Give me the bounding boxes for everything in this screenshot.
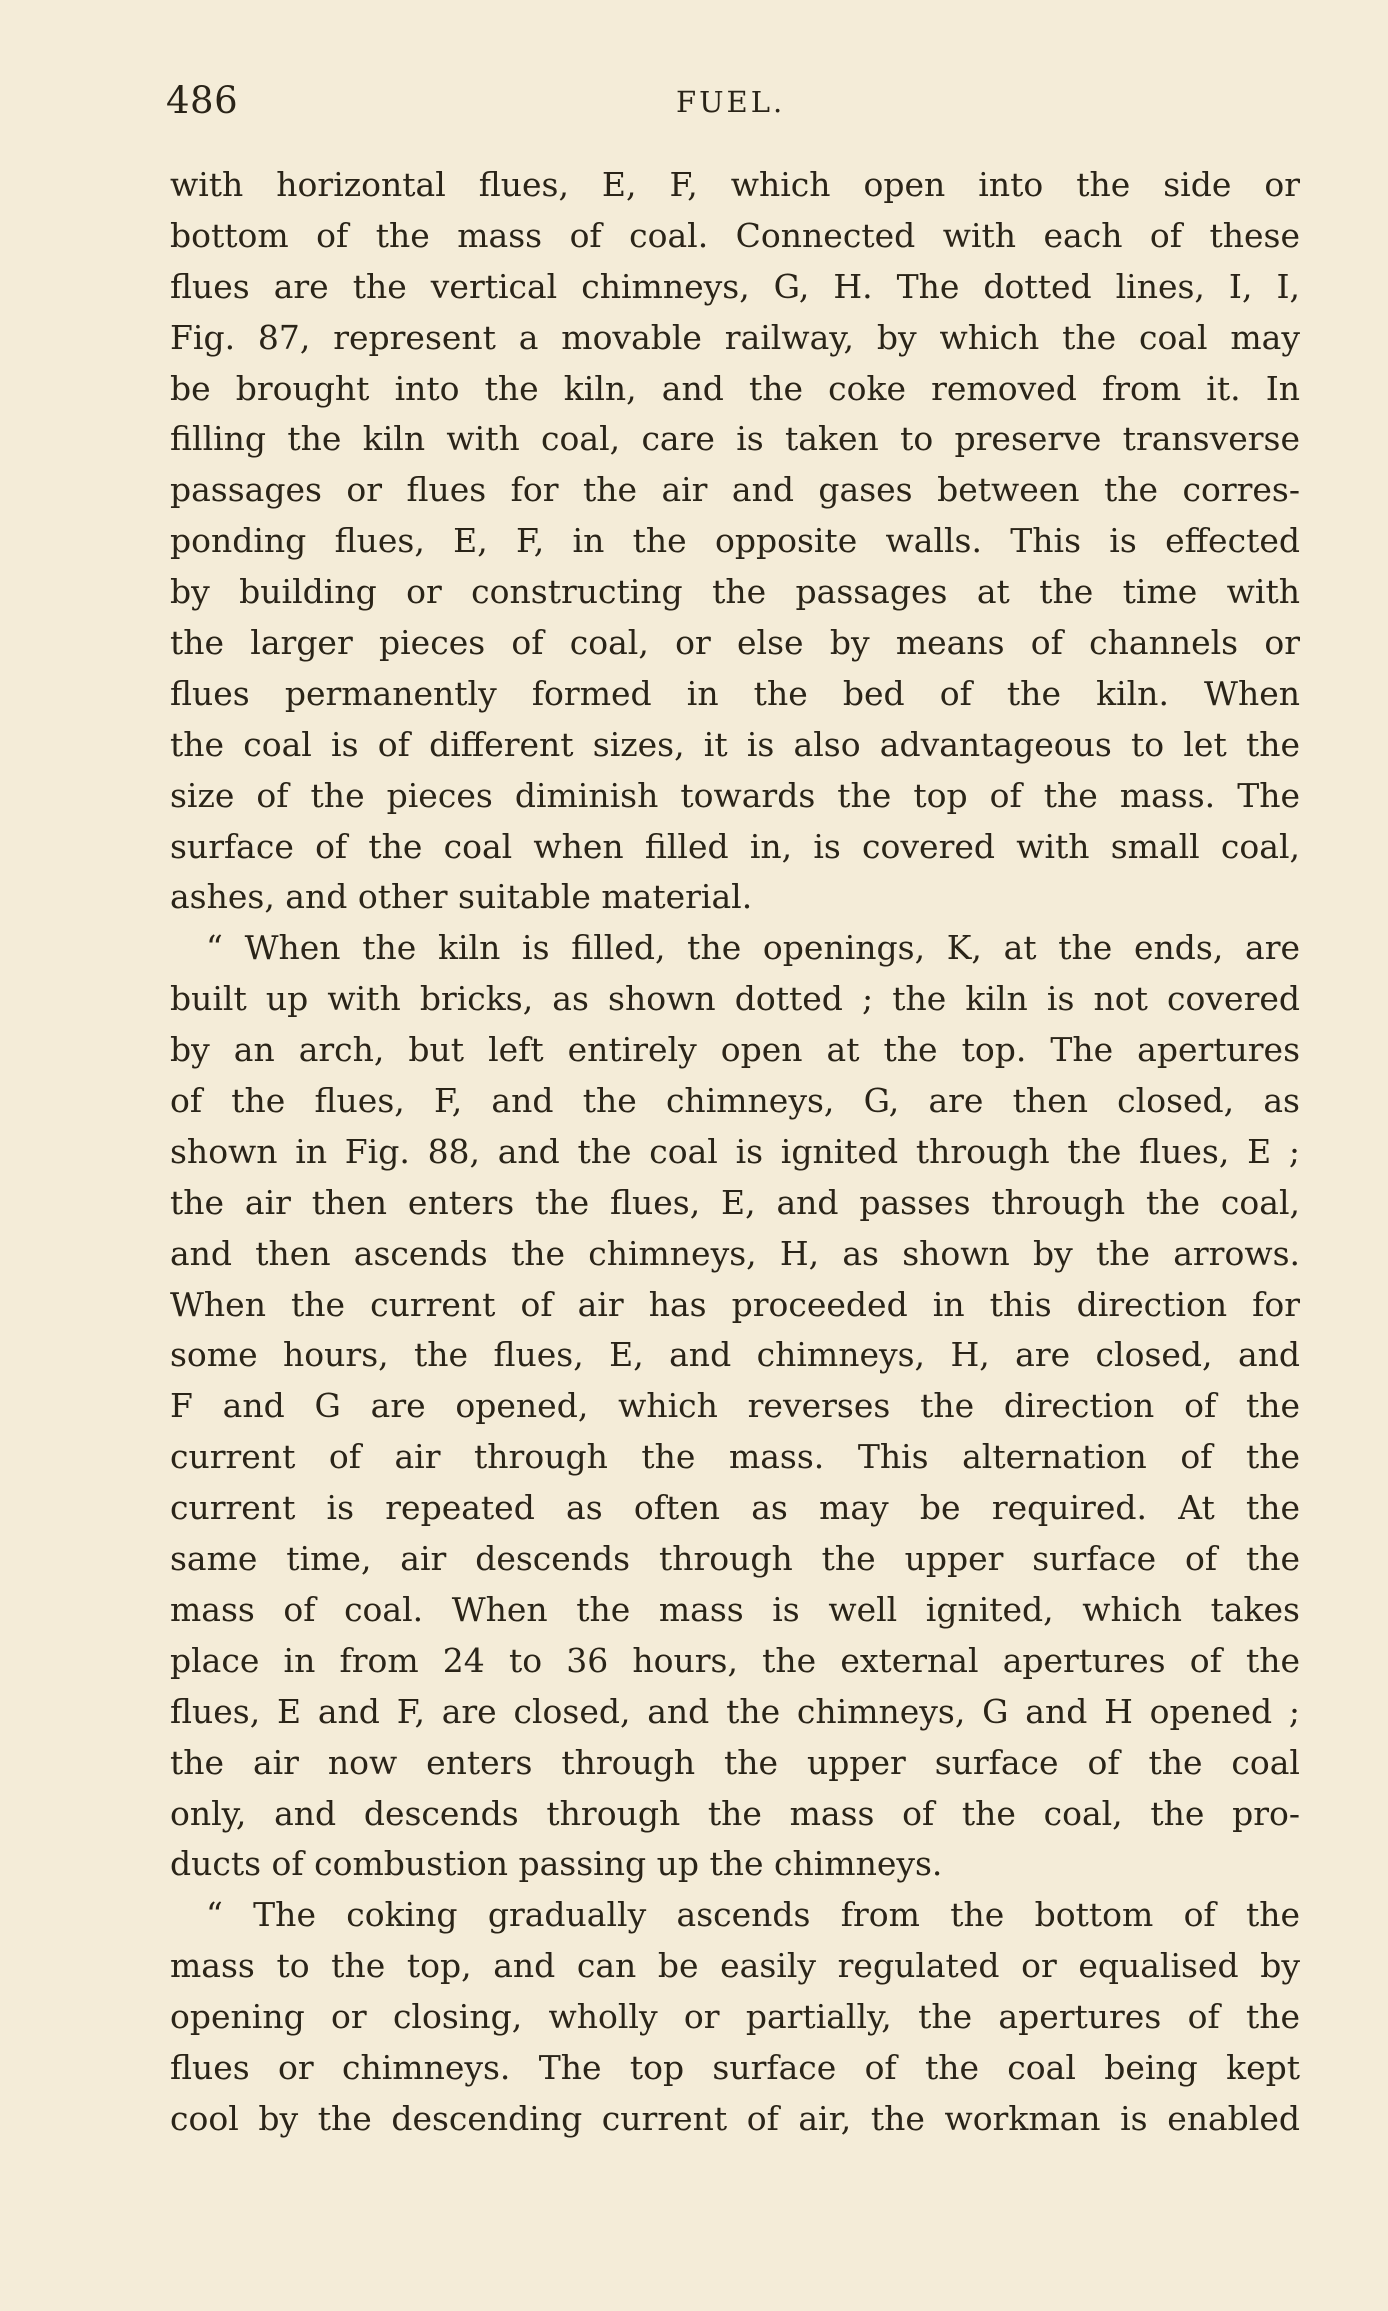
text-line: same time, air descends through the upper surface of the (170, 1539, 1300, 1579)
text-line: When the current of air has proceeded in this direction for (170, 1284, 1300, 1324)
text-line: ducts of combustion passing up the chimneys. (170, 1844, 943, 1884)
text-line: shown in Fig. 88, and the coal is ignited through the flues, E ; (170, 1131, 1300, 1171)
text-line: flues, E and F, are closed, and the chimneys, G and H opened ; (170, 1691, 1300, 1731)
text-line: passages or flues for the air and gases between the corres- (170, 470, 1300, 510)
text-line: current is repeated as often as may be required. At the (170, 1488, 1300, 1528)
text-line: mass to the top, and can be easily regulated or equalised by (170, 1946, 1300, 1986)
text-line: ponding flues, E, F, in the opposite walls. This is effected (170, 521, 1300, 561)
body-text (170, 160, 1300, 2145)
text-line: bottom of the mass of coal. Connected with each of these (170, 215, 1300, 255)
text-line: cool by the descending current of air, the workman is enabled (170, 2098, 1300, 2138)
text-line: flues are the vertical chimneys, G, H. The dotted lines, I, I, (170, 266, 1300, 306)
text-line: the larger pieces of coal, or else by means of channels or (170, 623, 1300, 663)
text-line: by an arch, but left entirely open at the top. The apertures (170, 1030, 1300, 1070)
text-line: the coal is of different sizes, it is also advantageous to let the (170, 724, 1300, 764)
text-line: built up with bricks, as shown dotted ; the kiln is not covered (170, 979, 1300, 1019)
text-line: ashes, and other suitable material. (170, 877, 753, 917)
text-line: filling the kiln with coal, care is taken to preserve transverse (170, 419, 1300, 459)
text-line: and then ascends the chimneys, H, as shown by the arrows. (170, 1233, 1300, 1273)
text-line: some hours, the flues, E, and chimneys, H, are closed, and (170, 1335, 1300, 1375)
text-line: current of air through the mass. This alternation of the (170, 1437, 1300, 1477)
running-head: FUEL. (676, 85, 786, 119)
text-line: by building or constructing the passages at the time with (170, 572, 1300, 612)
text-line: “ The coking gradually ascends from the bottom of the (206, 1895, 1300, 1935)
text-line: “ When the kiln is filled, the openings, K, at the ends, are (206, 928, 1300, 968)
page-number: 486 (166, 79, 239, 122)
text-line: place in from 24 to 36 hours, the external apertures of the (170, 1640, 1300, 1680)
text-line: opening or closing, wholly or partially, the apertures of the (170, 1997, 1300, 2037)
text-line: mass of coal. When the mass is well ignited, which takes (170, 1589, 1300, 1629)
text-line: be brought into the kiln, and the coke removed from it. In (170, 368, 1300, 408)
text-line: only, and descends through the mass of the coal, the pro- (170, 1793, 1300, 1833)
text-line: flues permanently formed in the bed of the kiln. When (170, 673, 1300, 713)
text-line: Fig. 87, represent a movable railway, by which the coal may (170, 317, 1300, 357)
text-line: the air now enters through the upper surface of the coal (170, 1742, 1300, 1782)
text-line: with horizontal flues, E, F, which open into the side or (170, 165, 1300, 204)
text-line: surface of the coal when filled in, is covered with small coal, (170, 826, 1300, 866)
text-line: size of the pieces diminish towards the top of the mass. The (170, 775, 1300, 815)
text-line: the air then enters the flues, E, and passes through the coal, (170, 1182, 1300, 1222)
text-line: of the flues, F, and the chimneys, G, are then closed, as (170, 1081, 1300, 1121)
text-line: flues or chimneys. The top surface of the coal being kept (170, 2047, 1300, 2087)
text-line: F and G are opened, which reverses the direction of the (170, 1386, 1300, 1426)
